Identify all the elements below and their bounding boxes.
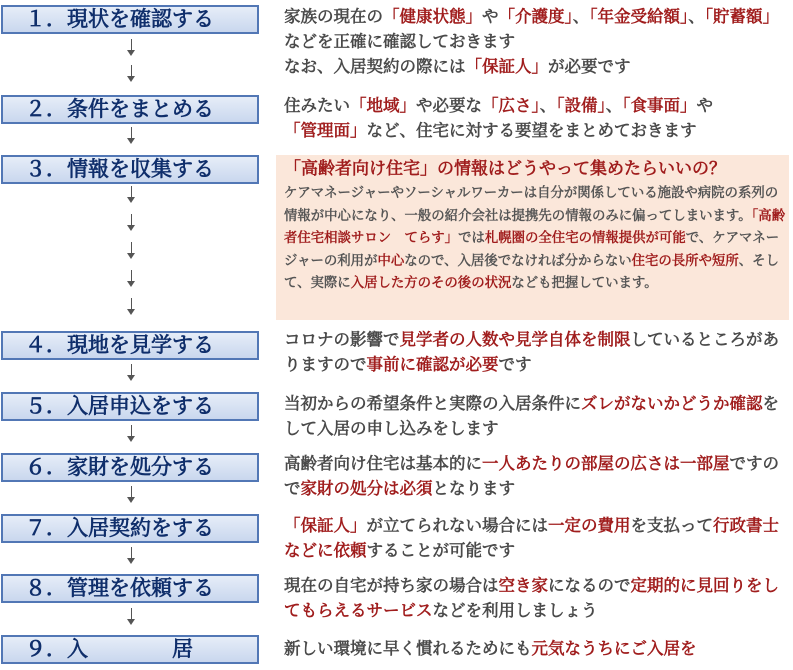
desc-4-text: 高齢者向け住宅は基本的に [284,454,482,473]
step-1-label: １．現状を確認する [25,7,214,31]
desc-1-text: や [696,96,713,115]
desc-1-emphasis: 「設備」 [556,96,606,115]
desc-6-emphasis: 定期的に見回りをしてもらえるサービス [284,576,779,620]
info-text: 、そして、実際に [284,253,779,291]
step-6-description [284,451,789,501]
flow-arrow-icon [126,214,138,232]
desc-6-text: 現在の自宅が持ち家の場合は [284,576,499,595]
desc-2-text: です [498,355,532,374]
info-text: ケアマネージャーやソーシャルワーカーは自分が関係している施設や病院の系列の情報が中心になり、一般の紹介会社は提携先の情報のみに偏ってしまいます。 [284,186,779,224]
step-8-box [1,574,259,603]
step-2-description [284,93,789,143]
step-2-box [1,95,259,124]
flow-arrow-icon [126,127,138,145]
info-emphasis: 住宅の長所や短所 [631,253,739,269]
desc-6-emphasis: 空き家 [498,576,548,595]
flow-arrow-icon [126,298,138,316]
flow-arrow-icon [126,186,138,204]
step-4-label: ４．現地を見学する [25,333,214,357]
flow-arrow-icon [126,65,138,83]
desc-4-text: ですので [284,454,779,498]
desc-7-emphasis: 元気なうちにご入居を [531,639,697,658]
info-emphasis: 「高齢者住宅相談サロン てらす」 [284,208,786,246]
flow-arrow-icon [126,486,138,504]
flow-arrow-icon [126,364,138,382]
desc-6-text: などを利用しましょう [432,601,598,620]
info-text: なども把握しています。 [511,276,658,291]
info-highlight-box [276,155,789,320]
step-8-description [284,573,789,623]
desc-1-emphasis: 「広さ」 [482,96,540,115]
desc-0-emphasis: 「介護度」 [498,7,573,26]
step-6-box [1,453,259,482]
step-9-description [284,636,789,661]
desc-1-text: など、住宅に対する要望をまとめておきます [366,121,697,140]
desc-2-text: コロナの影響で [284,330,400,349]
desc-4-emphasis: 家財の処分は必須 [300,479,433,498]
step-3-box [1,155,259,184]
step-5-box [1,392,259,421]
step-2-label: ２．条件をまとめる [25,97,214,121]
info-text: で、ケアマネージャーの利用が [284,231,780,269]
step-8-label: ８．管理を依頼する [25,576,214,600]
step-9-label: ９．入 居 [25,637,193,661]
flow-arrow-icon [126,547,138,565]
desc-0-text: 、 [688,7,705,26]
flow-arrow-icon [126,39,138,57]
flow-arrow-icon [126,425,138,443]
desc-3-emphasis: ズレがないかどうか確認 [581,394,763,413]
desc-1-text: 、 [605,96,623,115]
flow-arrow-icon [126,242,138,260]
desc-2-emphasis: 見学者の人数や見学自体を制限 [399,330,631,349]
step-5-label: ５．入居申込をする [25,394,214,418]
step-7-label: ７．入居契約をする [25,516,214,540]
flow-arrow-icon [126,270,138,288]
info-body [284,183,786,296]
desc-0-emphasis: 「年金受給額」 [589,7,689,26]
desc-3-text: 当初からの希望条件と実際の入居条件に [284,394,581,413]
desc-0-emphasis: 「保証人」 [465,57,548,76]
desc-6-text: になるので [548,576,631,595]
step-3-label: ３．情報を収集する [25,157,214,181]
info-text: なので、入居後でなければ分からない [404,253,632,269]
desc-0-text: が必要です [548,57,631,76]
desc-5-text: が立てられない場合には [366,516,548,535]
desc-0-emphasis: 「健康状態」 [383,7,482,26]
desc-1-text: 住みたい [284,96,350,115]
info-emphasis: 札幌圏の全住宅の情報提供が可能 [484,231,686,246]
desc-1-emphasis: 「食事面」 [622,96,697,115]
desc-5-emphasis: 行政書士などに依頼 [284,516,779,560]
info-emphasis: 中心 [377,253,405,269]
step-1-description [284,4,789,79]
flow-arrow-icon [126,608,138,626]
desc-7-text: 新しい環境に早く慣れるためにも [284,639,532,658]
step-5-description [284,391,789,441]
step-7-description [284,513,789,563]
step-9-box [1,635,259,664]
desc-2-emphasis: 事前に確認が必要 [366,355,499,374]
step-4-box [1,331,259,360]
desc-5-text: を支払って [630,516,713,535]
info-question: 「高齢者向け住宅」の情報はどうやって集めたらいいの？ [284,159,726,179]
desc-0-text: なお、入居契約の際には [284,57,466,76]
desc-5-text: することが可能です [366,541,515,560]
desc-5-emphasis: 「保証人」 [284,516,367,535]
desc-3-text: をして入居の申し込みをします [284,394,779,438]
desc-0-text: などを正確に確認しておきます [284,32,515,51]
desc-0-text: や [482,7,499,26]
desc-0-emphasis: 「貯蓄額」 [704,7,779,26]
desc-1-text: 、 [539,96,557,115]
desc-1-emphasis: 「管理面」 [284,121,367,140]
desc-1-emphasis: 「地域」 [350,96,416,115]
desc-4-emphasis: 一人あたりの部屋の広さは一部屋 [482,454,730,473]
step-1-box [1,5,259,34]
step-6-label: ６．家財を処分する [25,455,214,479]
info-text: では [458,231,485,246]
desc-1-text: や必要な [416,96,482,115]
desc-0-text: 、 [572,7,590,26]
desc-5-emphasis: 一定の費用 [548,516,631,535]
info-emphasis: 入居した方のその後の状況 [350,276,512,291]
step-4-description [284,327,789,377]
desc-0-text: 家族の現在の [284,7,383,26]
desc-2-text: しているところがありますので [284,330,779,374]
desc-4-text: となります [432,479,515,498]
step-7-box [1,514,259,543]
